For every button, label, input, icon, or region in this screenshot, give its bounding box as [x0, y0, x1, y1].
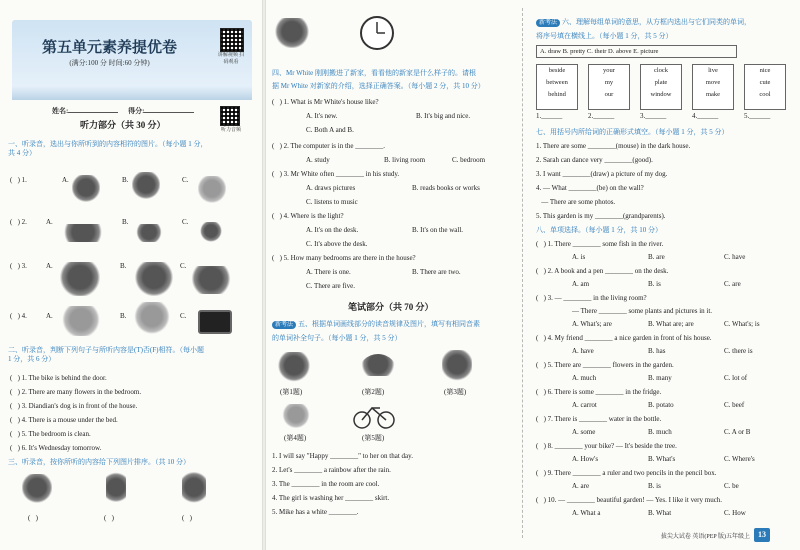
choice: A. some: [572, 428, 596, 436]
choice: B. is: [648, 280, 661, 288]
page-title: 第五单元素养提优卷: [41, 38, 177, 56]
choice: C. Where's: [724, 455, 755, 463]
tv-icon: [198, 310, 232, 334]
option-b: B.: [122, 218, 129, 226]
rainbow-icon: [358, 354, 398, 376]
choice: A. carrot: [572, 401, 597, 409]
choice: B. has: [648, 347, 666, 355]
answer-paren[interactable]: ( ) 4.: [10, 312, 27, 320]
phone-icon: [60, 306, 102, 336]
mc-question[interactable]: ( ) 1. What is Mr White's house like?: [272, 98, 379, 106]
mc-question[interactable]: ( ) 10. — ________ beautiful garden! — Yes. I like it very much.: [536, 496, 723, 504]
pic-caption: (第5题): [362, 434, 385, 442]
section-2-label: 二、听录音，判断下列句子与所听内容是(T)否(F)相符。（每小题: [8, 346, 204, 354]
option-a: A.: [46, 218, 53, 226]
name-score-line: 姓名: 得分:: [52, 106, 202, 116]
new-method-badge: 新考法: [536, 19, 560, 27]
fill-item[interactable]: 3. The ________ in the room are cool.: [272, 480, 380, 488]
word-option-box: A. draw B. pretty C. their D. above E. picture: [536, 45, 737, 58]
choice: B. It's on the wall.: [412, 226, 464, 234]
choice: B. What: [648, 509, 672, 517]
choice: C. What's; is: [724, 320, 760, 328]
mc-question[interactable]: ( ) 8. ________ your bike? — It's beside the tree.: [536, 442, 677, 450]
dress-icon: [282, 404, 310, 428]
mc-question[interactable]: ( ) 4. Where is the light?: [272, 212, 344, 220]
option-c: C.: [180, 262, 187, 270]
mc-question[interactable]: ( ) 3. Mr White often ________ in his study.: [272, 170, 400, 178]
choice: C. be: [724, 482, 739, 490]
answer-paren[interactable]: ( ) 1.: [10, 176, 27, 184]
option-b: B.: [120, 262, 127, 270]
mc-question[interactable]: ( ) 3. — ________ in the living room?: [536, 294, 647, 302]
fill-item[interactable]: 3. I want ________(draw) a picture of my dog.: [536, 170, 668, 178]
mountain-decoration: [12, 86, 252, 100]
mc-question[interactable]: ( ) 4. My friend ________ a nice garden in front of his house.: [536, 334, 712, 342]
choice: A. much: [572, 374, 597, 382]
tf-item[interactable]: ( ) 3. Diandian's dog is in front of the house.: [10, 402, 138, 410]
birthday-cake-icon: [278, 352, 310, 382]
choice: B. It's big and nice.: [416, 112, 471, 120]
option-b: B.: [120, 312, 127, 320]
tf-item[interactable]: ( ) 5. The bedroom is clean.: [10, 430, 91, 438]
word-group: clock plate window: [640, 64, 682, 110]
answer-paren[interactable]: ( ) 2.: [10, 218, 27, 226]
option-c: C.: [182, 218, 189, 226]
pic-caption: (第4题): [284, 434, 307, 442]
title-banner: [12, 20, 252, 115]
right-column: [528, 0, 800, 550]
clock-icon: [358, 14, 396, 52]
choice: C. there is: [724, 347, 753, 355]
writing-heading: 笔试部分（共 70 分）: [348, 302, 434, 312]
house-tree-icon: [58, 262, 102, 296]
middle-column: [266, 0, 520, 550]
section-1-label-cont: 共 4 分）: [8, 149, 36, 157]
choice: B. are: [648, 253, 665, 261]
section-7-label: 七、用括号内所给词的正确形式填空。（每小题 1 分，共 5 分）: [536, 128, 729, 136]
section-3-label: 三、听录音，按你所听的内容给下列图片排序。（共 10 分）: [8, 458, 190, 466]
order-paren[interactable]: ( ): [28, 514, 38, 522]
section-4-label: 四、Mr White 刚刚搬进了新家，看看他的新家是什么样子的。请根: [272, 69, 477, 77]
choice: A. What a: [572, 509, 601, 517]
answer-blank[interactable]: 1.______: [536, 112, 563, 120]
word-group: your my our: [588, 64, 630, 110]
choice: C. There are five.: [306, 282, 356, 290]
bed-icon: [274, 18, 310, 48]
fill-item[interactable]: 2. Let's ________ a rainbow after the rain.: [272, 466, 391, 474]
mc-question[interactable]: ( ) 2. A book and a pen ________ on the desk.: [536, 267, 669, 275]
pic-caption: (第3题): [444, 388, 467, 396]
choice: C. It's above the desk.: [306, 240, 368, 248]
house-tree-icon: [134, 262, 174, 296]
tf-item[interactable]: ( ) 4. There is a mouse under the bed.: [10, 416, 118, 424]
boy-icon: [106, 472, 126, 506]
toy-icon: [200, 222, 222, 242]
option-a: A.: [62, 176, 69, 184]
tf-item[interactable]: ( ) 2. There are many flowers in the bedroom.: [10, 388, 142, 396]
choice: A. It's on the desk.: [306, 226, 359, 234]
qr-caption: 讲解视频 扫码观看: [217, 53, 245, 65]
option-c: C.: [182, 176, 189, 184]
new-method-badge: 新考法: [272, 321, 296, 329]
audio-qr-caption: 听力音频: [220, 128, 241, 133]
mc-question[interactable]: ( ) 5. There are ________ flowers in the garden.: [536, 361, 674, 369]
answer-paren[interactable]: ( ) 3.: [10, 262, 27, 270]
listening-heading: 听力部分（共 30 分）: [80, 120, 166, 130]
computer-icon: [134, 302, 170, 334]
word-group: beside between behind: [536, 64, 578, 110]
mc-question[interactable]: ( ) 7. There is ________ water in the bottle.: [536, 415, 662, 423]
choice: B. much: [648, 428, 672, 436]
pic-caption: (第1题): [280, 388, 303, 396]
choice: A. There is one.: [306, 268, 351, 276]
option-b: B.: [122, 176, 129, 184]
score-time-note: (满分:100 分 时间:60 分钟): [69, 59, 150, 67]
score-field[interactable]: [144, 112, 194, 113]
choice: B. What's: [648, 455, 676, 463]
choice: B. living room: [384, 156, 426, 164]
choice: B. potato: [648, 401, 674, 409]
chair-icon: [182, 472, 206, 506]
mc-question[interactable]: ( ) 9. There ________ a ruler and two pencils in the pencil box.: [536, 469, 717, 477]
fill-item[interactable]: 2. Sarah can dance very ________(good).: [536, 156, 653, 164]
cup-icon: [198, 176, 226, 204]
name-field[interactable]: [68, 112, 118, 113]
choice: B. What are; are: [648, 320, 694, 328]
mc-question[interactable]: ( ) 6. There is some ________ in the fridge.: [536, 388, 662, 396]
box-icon: [132, 172, 160, 200]
choice: A. What's; are: [572, 320, 612, 328]
page-number: 13: [754, 528, 770, 542]
option-a: A.: [46, 312, 53, 320]
choice: A. are: [572, 482, 590, 490]
choice: B. There are two.: [412, 268, 461, 276]
tf-item[interactable]: ( ) 1. The bike is behind the door.: [10, 374, 107, 382]
choice: C. lot of: [724, 374, 748, 382]
option-c: C.: [180, 312, 187, 320]
section-1-label: 一、听录音，选出与你所听到的内容相符的图片。（每小题 1 分，: [8, 140, 208, 148]
answer-blank[interactable]: 5.______: [744, 112, 771, 120]
fill-item[interactable]: 1. I will say "Happy ________" to her on that day.: [272, 452, 413, 460]
choice: C. listens to music: [306, 198, 358, 206]
section-8-label: 八、单项选择。（每小题 1 分，共 10 分）: [536, 226, 662, 234]
section-2-label-cont: 1 分，共 6 分）: [8, 355, 56, 363]
section-5-label: 新考法 五、根据单词画线部分的读音规律及图片，填写有相同音素: [272, 320, 480, 329]
tf-item[interactable]: ( ) 6. It's Wednesday tomorrow.: [10, 444, 102, 452]
choice: C. bedroom: [452, 156, 486, 164]
word-group: nice cute cool: [744, 64, 786, 110]
bicycle-icon: [352, 402, 396, 430]
choice: A. am: [572, 280, 590, 288]
choice: A. have: [572, 347, 594, 355]
choice: C. How: [724, 509, 746, 517]
choice: A. How's: [572, 455, 599, 463]
fill-item[interactable]: 1. There are some ________(mouse) in the dark house.: [536, 142, 691, 150]
fill-item[interactable]: 5. Mike has a white ________.: [272, 508, 359, 516]
table-icon: [22, 474, 52, 504]
choice: A. study: [306, 156, 330, 164]
pic-caption: (第2题): [362, 388, 385, 396]
column-divider: [522, 8, 523, 538]
answer-blank[interactable]: 2.______: [588, 112, 615, 120]
section-6-label: 新考法 六、理解每组单词的意思，从方框内选出与它们同类的单词，: [536, 18, 751, 27]
choice: C. Both A and B.: [306, 126, 354, 134]
fill-item[interactable]: 4. — What ________(be) on the wall?: [536, 184, 644, 192]
choice: B. reads books or works: [412, 184, 480, 192]
choice: A. is: [572, 253, 586, 261]
order-paren[interactable]: ( ): [104, 514, 114, 522]
fill-item: — There are some photos.: [536, 198, 616, 206]
choice: B. is: [648, 482, 661, 490]
audio-qr-icon[interactable]: [220, 106, 240, 126]
section-4-label-cont: 据 Mr White 对新家的介绍，选择正确答案。（每小题 2 分，共 10 分）: [272, 82, 485, 90]
dog-icon: [134, 224, 164, 242]
fill-item[interactable]: 4. The girl is washing her ________ skirt.: [272, 494, 390, 502]
fill-item[interactable]: 5. This garden is my ________(grandparents).: [536, 212, 666, 220]
bottle-icon: [72, 175, 100, 203]
option-a: A.: [46, 262, 53, 270]
choice: C. beef: [724, 401, 745, 409]
house-road-icon: [188, 266, 234, 294]
section-6-label-cont: 将序号填在横线上。（每小题 1 分，共 5 分）: [536, 32, 673, 40]
word-group: live move make: [692, 64, 734, 110]
choice: B. many: [648, 374, 672, 382]
choice: C. A or B: [724, 428, 751, 436]
mc-question[interactable]: ( ) 1. There ________ some fish in the river.: [536, 240, 664, 248]
choice: A. draws pictures: [306, 184, 356, 192]
answer-blank[interactable]: 3.______: [640, 112, 667, 120]
answer-blank[interactable]: 4.______: [692, 112, 719, 120]
choice: C. have: [724, 253, 746, 261]
balloons-icon: [442, 350, 472, 382]
order-paren[interactable]: ( ): [182, 514, 192, 522]
left-page: [0, 0, 262, 550]
question-line: — There ________ some plants and pictures in it.: [572, 307, 713, 315]
qr-code-icon[interactable]: [220, 28, 244, 52]
choice: C. are: [724, 280, 741, 288]
footer-book-title: 拔尖大试卷 英语(PEP 版)五年级上: [660, 534, 750, 540]
choice: A. It's new.: [306, 112, 338, 120]
mc-question[interactable]: ( ) 5. How many bedrooms are there in the house?: [272, 254, 416, 262]
section-5-label-cont: 的单词补全句子。（每小题 1 分，共 5 分）: [272, 334, 402, 342]
mc-question[interactable]: ( ) 2. The computer is in the ________.: [272, 142, 386, 150]
animals-icon: [58, 224, 108, 242]
